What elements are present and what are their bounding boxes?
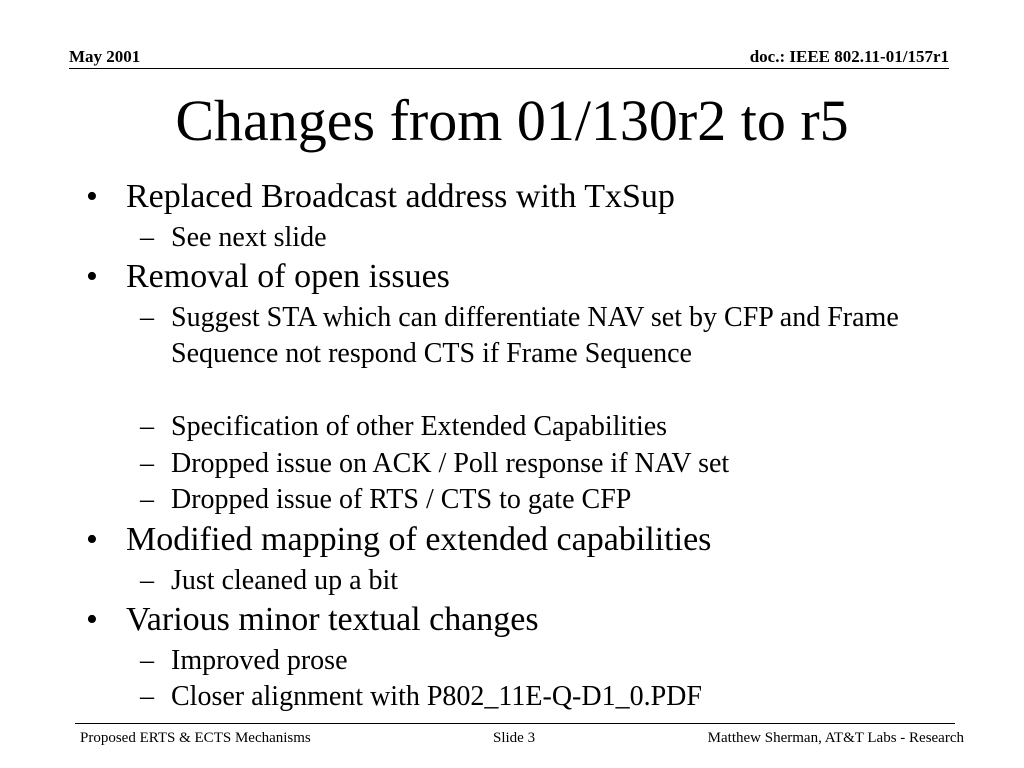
sub-bullet-text: Dropped issue of RTS / CTS to gate CFP — [171, 484, 632, 515]
dash-marker: – — [140, 565, 154, 596]
footer-divider — [75, 723, 955, 724]
bullet-text: Modified mapping of extended capabilities — [126, 521, 712, 558]
dash-marker: – — [140, 411, 154, 442]
dash-marker: – — [140, 484, 154, 515]
dash-marker: – — [140, 222, 154, 253]
dash-marker: – — [140, 448, 154, 479]
footer-presentation-title: Proposed ERTS & ECTS Mechanisms — [80, 730, 311, 746]
dash-marker: – — [140, 681, 154, 712]
bullet-text: Various minor textual changes — [126, 601, 539, 638]
footer-slide-number: Slide 3 — [493, 730, 536, 746]
bullet-marker: • — [86, 521, 98, 558]
header-doc-id: doc.: IEEE 802.11-01/157r1 — [749, 47, 949, 66]
dash-marker: – — [140, 645, 154, 676]
bullet-text: Removal of open issues — [126, 258, 450, 295]
bullet-marker: • — [86, 178, 98, 215]
sub-bullet-text: See next slide — [171, 222, 327, 253]
sub-bullet-text: Improved prose — [171, 645, 348, 676]
header-date: May 2001 — [69, 47, 141, 66]
footer-author: Matthew Sherman, AT&T Labs - Research — [707, 730, 964, 746]
sub-bullet-text: Just cleaned up a bit — [171, 565, 399, 596]
sub-bullet-text: Dropped issue on ACK / Poll response if NAV set — [171, 448, 730, 479]
dash-marker: – — [140, 302, 154, 333]
sub-bullet-text: Closer alignment with P802_11E-Q-D1_0.PDF — [171, 681, 702, 712]
sub-bullet-text: Suggest STA which can differentiate NAV set by CFP and Frame Sequence not respond CTS if Frame Sequence — [171, 302, 899, 369]
bullet-text: Replaced Broadcast address with TxSup — [126, 178, 675, 215]
bullet-marker: • — [86, 258, 98, 295]
slide-title: Changes from 01/130r2 to r5 — [175, 88, 849, 153]
sub-bullet-text: Specification of other Extended Capabilities — [171, 411, 668, 442]
bullet-marker: • — [86, 601, 98, 638]
